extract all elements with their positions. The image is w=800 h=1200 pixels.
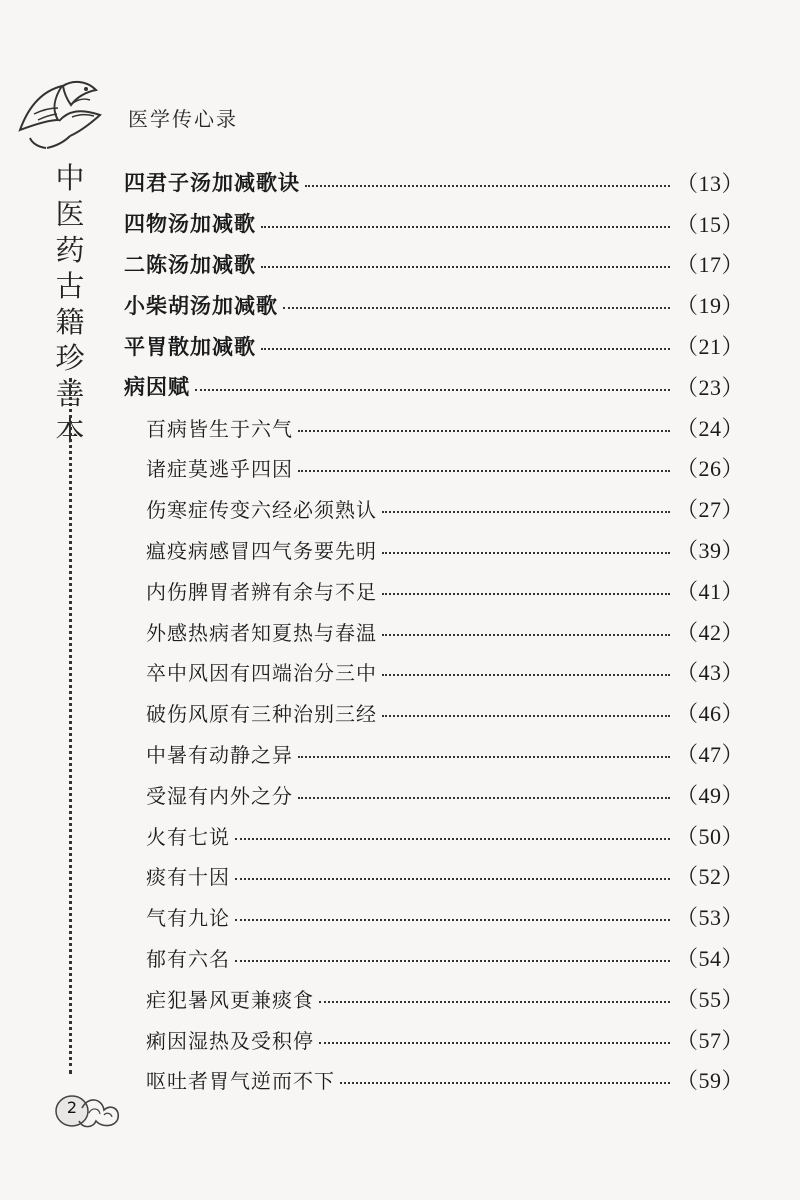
toc-entry-title: 伤寒症传变六经必须熟认 bbox=[146, 498, 377, 523]
dot-leader bbox=[283, 307, 670, 309]
toc-row[interactable] bbox=[124, 488, 745, 529]
toc-entry-title: 小柴胡汤加减歌 bbox=[124, 292, 278, 318]
toc-entry-title: 中暑有动静之异 bbox=[146, 743, 293, 768]
toc-page-number: （13） bbox=[676, 170, 745, 196]
dot-leader bbox=[305, 185, 670, 187]
dot-leader bbox=[382, 511, 670, 513]
toc-entry-title: 四君子汤加减歌诀 bbox=[124, 170, 300, 196]
toc-row[interactable] bbox=[124, 856, 745, 897]
dot-leader bbox=[235, 919, 670, 921]
toc-entry-title: 病因赋 bbox=[124, 374, 190, 400]
toc-row[interactable] bbox=[124, 529, 745, 570]
toc-row[interactable] bbox=[124, 611, 745, 652]
toc-page-number: （52） bbox=[676, 864, 745, 890]
toc-row[interactable] bbox=[124, 1019, 745, 1060]
dot-leader bbox=[382, 674, 670, 676]
toc-entry-title: 呕吐者胃气逆而不下 bbox=[146, 1069, 335, 1094]
series-title-char: 医 bbox=[55, 197, 85, 231]
toc-entry-title: 内伤脾胃者辨有余与不足 bbox=[146, 579, 377, 604]
dot-leader bbox=[298, 756, 670, 758]
toc-row[interactable] bbox=[124, 937, 745, 978]
toc-row[interactable] bbox=[124, 733, 745, 774]
toc-page-number: （43） bbox=[676, 660, 745, 686]
toc-page-number: （57） bbox=[676, 1027, 745, 1053]
toc-row[interactable] bbox=[124, 284, 745, 325]
toc-row[interactable] bbox=[124, 407, 745, 448]
toc-page-number: （27） bbox=[676, 497, 745, 523]
dot-leader bbox=[235, 878, 670, 880]
dot-leader bbox=[195, 389, 670, 391]
series-title-char: 中 bbox=[55, 161, 85, 195]
dot-leader bbox=[382, 593, 670, 595]
toc-page-number: （24） bbox=[676, 415, 745, 441]
toc-row[interactable] bbox=[124, 652, 745, 693]
toc-row[interactable] bbox=[124, 244, 745, 285]
page-number-badge bbox=[44, 1090, 124, 1136]
dot-leader bbox=[261, 348, 670, 350]
toc-entry-title: 受湿有内外之分 bbox=[146, 783, 293, 808]
series-title-char: 籍 bbox=[55, 305, 85, 339]
toc-row[interactable] bbox=[124, 692, 745, 733]
toc-row[interactable] bbox=[124, 815, 745, 856]
toc-row[interactable] bbox=[124, 774, 745, 815]
toc-entry-title: 气有九论 bbox=[146, 906, 230, 931]
toc-page-number: （41） bbox=[676, 578, 745, 604]
series-title-char: 本 bbox=[55, 413, 85, 447]
table-of-contents bbox=[124, 162, 745, 1100]
dot-leader bbox=[382, 634, 670, 636]
toc-entry-title: 痰有十因 bbox=[146, 865, 230, 890]
toc-page-number: （15） bbox=[676, 211, 745, 237]
dot-leader bbox=[261, 266, 670, 268]
dot-leader bbox=[382, 552, 670, 554]
dot-leader bbox=[261, 226, 670, 228]
toc-entry-title: 破伤风原有三种治别三经 bbox=[146, 702, 377, 727]
dot-leader bbox=[298, 430, 670, 432]
series-title-char: 药 bbox=[55, 233, 85, 267]
vertical-dotted-rule bbox=[69, 378, 72, 1074]
toc-page-number: （26） bbox=[676, 456, 745, 482]
toc-entry-title: 痢因湿热及受积停 bbox=[146, 1028, 314, 1053]
toc-row[interactable] bbox=[124, 448, 745, 489]
toc-entry-title: 瘟疫病感冒四气务要先明 bbox=[146, 539, 377, 564]
toc-entry-title: 四物汤加减歌 bbox=[124, 211, 256, 237]
toc-page-number: （53） bbox=[676, 905, 745, 931]
toc-row[interactable] bbox=[124, 162, 745, 203]
toc-page-number: （39） bbox=[676, 538, 745, 564]
toc-entry-title: 郁有六名 bbox=[146, 947, 230, 972]
toc-entry-title: 外感热病者知夏热与春温 bbox=[146, 620, 377, 645]
toc-page-number: （19） bbox=[676, 293, 745, 319]
cloud-ornament-icon bbox=[44, 1090, 124, 1136]
toc-entry-title: 二陈汤加减歌 bbox=[124, 251, 256, 277]
toc-row[interactable] bbox=[124, 978, 745, 1019]
toc-page-number: （23） bbox=[676, 374, 745, 400]
toc-page-number: （54） bbox=[676, 946, 745, 972]
toc-page-number: （21） bbox=[676, 334, 745, 360]
toc-row[interactable] bbox=[124, 896, 745, 937]
page-number: 2 bbox=[66, 1098, 78, 1117]
phoenix-logo bbox=[12, 72, 112, 156]
toc-page-number: （55） bbox=[676, 986, 745, 1012]
toc-entry-title: 平胃散加减歌 bbox=[124, 333, 256, 359]
toc-page-number: （46） bbox=[676, 701, 745, 727]
toc-entry-title: 疟犯暑风更兼痰食 bbox=[146, 987, 314, 1012]
toc-entry-title: 百病皆生于六气 bbox=[146, 416, 293, 441]
series-title-char: 古 bbox=[55, 269, 85, 303]
dot-leader bbox=[235, 960, 670, 962]
running-head-title: 医学传心录 bbox=[128, 107, 238, 131]
toc-row[interactable] bbox=[124, 1060, 745, 1101]
toc-row[interactable] bbox=[124, 366, 745, 407]
dot-leader bbox=[382, 715, 670, 717]
toc-page-number: （59） bbox=[676, 1068, 745, 1094]
dot-leader bbox=[298, 797, 670, 799]
dot-leader bbox=[340, 1082, 670, 1084]
dot-leader bbox=[319, 1001, 670, 1003]
toc-row[interactable] bbox=[124, 203, 745, 244]
toc-row[interactable] bbox=[124, 570, 745, 611]
toc-row[interactable] bbox=[124, 325, 745, 366]
series-title-char: 善 bbox=[55, 377, 85, 411]
dot-leader bbox=[235, 838, 670, 840]
toc-page-number: （50） bbox=[676, 823, 745, 849]
toc-page-number: （42） bbox=[676, 619, 745, 645]
toc-page-number: （17） bbox=[676, 252, 745, 278]
toc-entry-title: 火有七说 bbox=[146, 824, 230, 849]
series-title-char: 珍 bbox=[55, 341, 85, 375]
dot-leader bbox=[298, 470, 670, 472]
dot-leader bbox=[319, 1042, 670, 1044]
toc-entry-title: 卒中风因有四端治分三中 bbox=[146, 661, 377, 686]
toc-page-number: （49） bbox=[676, 782, 745, 808]
toc-page-number: （47） bbox=[676, 742, 745, 768]
toc-entry-title: 诸症莫逃乎四因 bbox=[146, 457, 293, 482]
